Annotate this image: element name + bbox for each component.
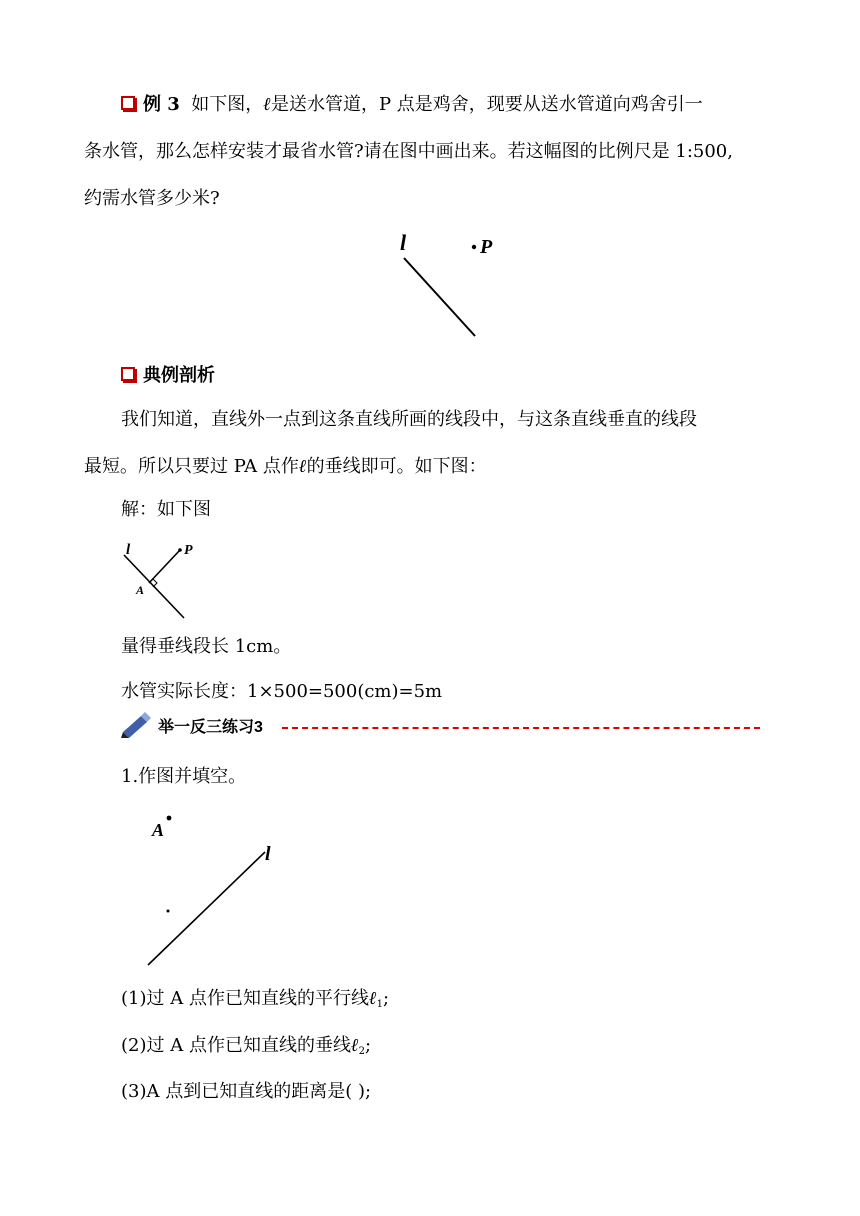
perpendicular-pa <box>149 550 180 583</box>
result-line: 水管实际长度：1×500=500(cm)=5m <box>121 681 443 702</box>
label-l: l <box>265 843 271 865</box>
point-p <box>472 245 476 249</box>
measure-line: 量得垂线段长 1cm。 <box>121 636 292 657</box>
label-p: P <box>480 236 493 258</box>
analysis-p1: 我们知道，直线外一点到这条直线所画的线段中，与这条直线垂直的线段 <box>121 409 697 430</box>
practice-figure <box>140 810 290 970</box>
point-a <box>167 816 172 821</box>
solution-label: 解：如下图 <box>121 499 211 520</box>
item-2: (2)过 A 点作已知直线的垂线ℓ$_2$; <box>121 1035 372 1057</box>
question-1: 1.作图并填空。 <box>121 766 247 787</box>
practice-title: 举一反三练习3 <box>158 719 263 736</box>
example-line-3: 约需水管多少米? <box>84 188 220 209</box>
label-a: A <box>152 820 165 840</box>
label-a: A <box>136 583 145 597</box>
example-line-1: 例 3 如下图，ℓ是送水管道，P 点是鸡舍，现要从送水管道向鸡舍引一 <box>121 93 703 117</box>
item-3: (3)A 点到已知直线的距离是( ); <box>121 1081 372 1102</box>
example-line-2: 条水管，那么怎样安装才最省水管?请在图中画出来。若这幅图的比例尺是 1:500, <box>84 141 733 162</box>
pencil-icon <box>121 712 151 738</box>
point-p <box>178 548 182 552</box>
label-l: l <box>126 542 131 558</box>
section-divider <box>282 727 760 729</box>
label-l: l <box>400 230 407 255</box>
line-l <box>404 258 475 336</box>
analysis-heading: 典例剖析 <box>121 364 215 388</box>
square-bullet-icon <box>121 367 135 381</box>
example-label: 例 3 <box>143 94 180 115</box>
solution-figure <box>118 538 198 623</box>
item-1: (1)过 A 点作已知直线的平行线ℓ$_1$; <box>121 988 390 1010</box>
square-bullet-icon <box>121 96 135 110</box>
dot <box>167 910 170 913</box>
line-l <box>148 852 265 965</box>
analysis-p2: 最短。所以只要过 PA 点作ℓ的垂线即可。如下图： <box>84 456 487 477</box>
example-figure <box>390 228 500 343</box>
right-angle-mark <box>153 579 157 587</box>
label-p: P <box>184 543 193 558</box>
